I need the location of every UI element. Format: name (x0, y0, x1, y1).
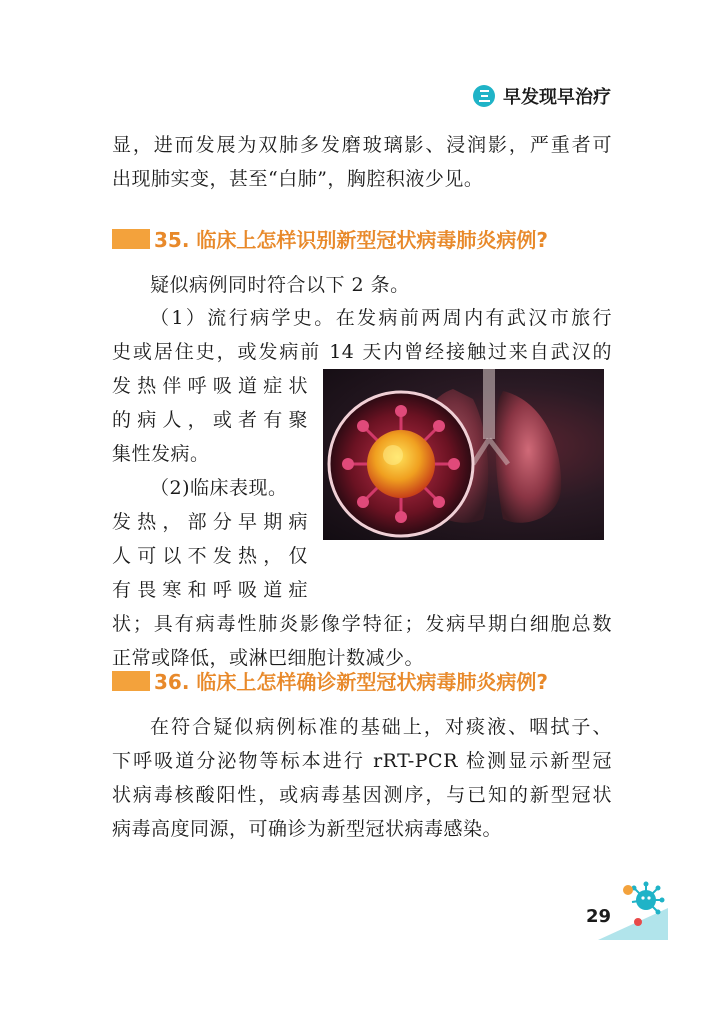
section-35-line: （1）流行病学史。在发病前两周内有武汉市旅行 (150, 307, 612, 329)
section-36-line: 病毒高度同源，可确诊为新型冠状病毒感染。 (112, 818, 503, 840)
section-35-line: 有畏寒和呼吸道症 (112, 579, 308, 601)
section-35-line: 的病人，或者有聚 (112, 409, 308, 431)
lungs-virus-illustration (323, 369, 604, 540)
chapter-title: 早发现早治疗 (503, 87, 611, 108)
heading-bar (112, 671, 150, 691)
chapter-header (473, 83, 611, 109)
section-35-line: 人可以不发热，仅 (112, 545, 308, 567)
section-36-line: 在符合疑似病例标准的基础上，对痰液、咽拭子、 (150, 716, 612, 738)
section-35-line: 疑似病例同时符合以下 2 条。 (150, 274, 410, 296)
section-35-line: 集性发病。 (112, 443, 210, 465)
section-35-line: 发热伴呼吸道症状 (112, 375, 308, 397)
intro-line-2: 出现肺实变，甚至“白肺”，胸腔积液少见。 (112, 168, 484, 190)
section-36-title: 36. 临床上怎样确诊新型冠状病毒肺炎病例? (154, 670, 548, 694)
heading-bar (112, 229, 150, 249)
section-35-line: 状；具有病毒性肺炎影像学特征；发病早期白细胞总数 (112, 613, 612, 635)
section-35-line: （2)临床表现。 (150, 477, 288, 499)
section-35-line: 史或居住史，或发病前 14 天内曾经接触过来自武汉的 (112, 341, 612, 363)
section-36-line: 状病毒核酸阳性，或病毒基因测序，与已知的新型冠状 (112, 784, 612, 806)
intro-line-1: 显，进而发展为双肺多发磨玻璃影、浸润影，严重者可 (112, 134, 612, 156)
section-35-line: 发热，部分早期病 (112, 511, 308, 533)
section-36-heading (112, 666, 548, 695)
section-36-line: 下呼吸道分泌物等标本进行 rRT-PCR 检测显示新型冠 (112, 750, 612, 772)
page-number: 29 (586, 906, 612, 927)
list-lines-icon (473, 85, 495, 107)
section-35-title: 35. 临床上怎样识别新型冠状病毒肺炎病例? (154, 228, 548, 252)
section-35-heading (112, 224, 548, 253)
section-35-line: 正常或降低，或淋巴细胞计数减少。 (112, 647, 425, 669)
